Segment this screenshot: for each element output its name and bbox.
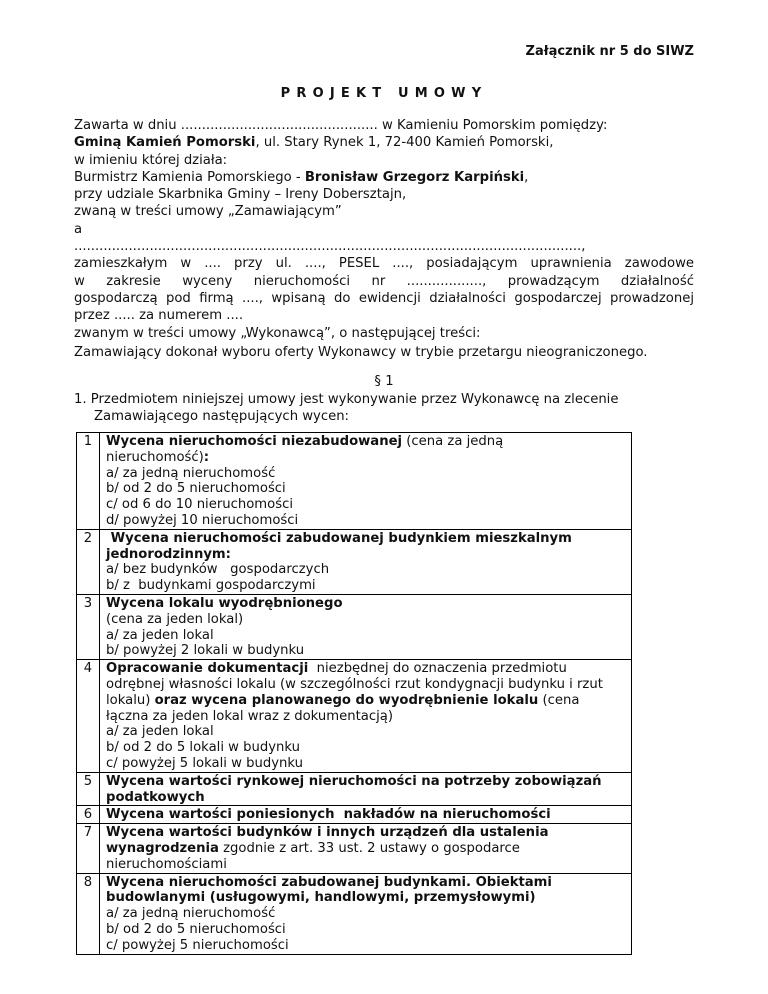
bold-text: oraz wycena planowanego do wyodrębnienie lokalu: [154, 692, 539, 708]
description-line: [106, 875, 631, 891]
text-span: , ul. Stary Rynek 1, 72-400 Kamień Pomorski,: [255, 135, 554, 151]
text-span: b/ z budynkami gospodarczymi: [106, 578, 316, 594]
description-line: [106, 825, 631, 841]
row-description: [100, 433, 632, 530]
table-row: [77, 824, 632, 873]
description-line: [106, 906, 631, 922]
table-row: [77, 660, 632, 773]
text-span: odrębnej własności lokalu (w szczególności rzut kondygnacji budynku i rzut: [106, 676, 603, 692]
description-line: [106, 562, 631, 578]
bold-text: jednorodzinnym:: [106, 546, 231, 562]
row-number: 2: [77, 529, 100, 594]
row-description: [100, 772, 632, 806]
description-line: [106, 857, 631, 873]
text-span: a/ za jedną nieruchomość: [106, 465, 276, 481]
description-line: [106, 596, 631, 612]
row-description: [100, 873, 632, 954]
text-span: d/ powyżej 10 nieruchomości: [106, 512, 299, 528]
description-line: [106, 740, 631, 756]
description-line: [106, 693, 631, 709]
text-span: Burmistrz Kamienia Pomorskiego -: [74, 169, 305, 185]
table-row: [77, 594, 632, 659]
description-line: [106, 724, 631, 740]
section-symbol: § 1: [374, 374, 394, 389]
text-span: (cena za jeden lokal): [106, 611, 244, 627]
row-number: 4: [77, 660, 100, 773]
text-span: b/ od 2 do 5 nieruchomości: [106, 921, 286, 937]
text-span: c/ od 6 do 10 nieruchomości: [106, 497, 293, 513]
row-number: 7: [77, 824, 100, 873]
bold-text: Wycena lokalu wyodrębnionego: [106, 595, 343, 611]
bold-text: Wycena nieruchomości niezabudowanej: [106, 434, 403, 449]
description-line: [106, 434, 631, 450]
description-line: [106, 807, 631, 823]
description-line: [106, 578, 631, 594]
text-line: zamieszkałym w .... przy ul. ...., PESEL ...., posiadającym uprawnienia zawodowe: [74, 256, 694, 272]
text-span: nieruchomość): [106, 449, 204, 465]
bold-text: Wycena wartości poniesionych nakładów na nieruchomości: [106, 807, 551, 823]
description-line: [106, 677, 631, 693]
description-line: [106, 709, 631, 725]
row-description: [100, 824, 632, 873]
text-span: b/ od 2 do 5 lokali w budynku: [106, 740, 300, 756]
text-line: gospodarczą pod firmą ...., wpisaną do ewidencji działalności gospodarczej prowadzonej: [74, 290, 694, 306]
bold-text: Opracowanie dokumentacji: [106, 661, 309, 677]
item-1-line: 1. Przedmiotem niniejszej umowy jest wykonywanie przez Wykonawcę na zlecenie: [74, 392, 619, 407]
text-line: a: [74, 221, 83, 237]
text-span: (cena: [538, 692, 580, 708]
row-number: 6: [77, 806, 100, 824]
description-line: [106, 466, 631, 482]
table-body: [77, 433, 632, 955]
text-span: niezbędnej do oznaczenia przedmiotu: [308, 661, 567, 677]
text-line: [74, 134, 694, 151]
text-line: w zakresie wyceny nieruchomości nr .................., prowadzącym działalność: [74, 273, 694, 289]
description-line: [106, 481, 631, 497]
table-row: [77, 772, 632, 806]
description-line: [106, 547, 631, 563]
table-row: [77, 806, 632, 824]
item-1: [74, 391, 618, 426]
bold-text: Gminą Kamień Pomorski: [74, 135, 256, 151]
bold-text: wynagrodzenia: [106, 840, 219, 856]
text-span: b/ od 2 do 5 nieruchomości: [106, 481, 286, 497]
text-span: ,: [524, 169, 529, 185]
description-line: [106, 513, 631, 529]
description-line: [106, 774, 631, 790]
text-span: zgodnie z art. 33 ust. 2 ustawy o gospodarce: [218, 840, 520, 856]
text-span: (cena za jedną: [402, 434, 504, 449]
description-line: [106, 790, 631, 806]
description-line: [106, 531, 631, 547]
row-description: [100, 660, 632, 773]
text-span: a/ bez budynków gospodarczych: [106, 562, 330, 578]
description-line: [106, 661, 631, 677]
text-line: przez ..... za numerem ....: [74, 308, 244, 324]
bold-text: Wycena nieruchomości zabudowanej budynkami. Obiektami: [106, 874, 552, 890]
row-number: 3: [77, 594, 100, 659]
text-span: łączna za jeden lokal wraz z dokumentacją): [106, 708, 393, 724]
parties-paragraph: [74, 117, 694, 342]
description-line: [106, 643, 631, 659]
text-span: a/ za jeden lokal: [106, 724, 214, 740]
description-line: [106, 612, 631, 628]
description-line: [106, 628, 631, 644]
row-description: [100, 594, 632, 659]
description-line: [106, 922, 631, 938]
bold-text: Bronisław Grzegorz Karpiński: [304, 169, 525, 185]
text-line: .........................................................................................................................,: [74, 239, 586, 255]
description-line: [106, 938, 631, 954]
text-line: zwanym w treści umowy „Wykonawcą”, o następującej treści:: [74, 325, 481, 341]
row-number: 8: [77, 873, 100, 954]
text-line: zwaną w treści umowy „Zamawiającym”: [74, 204, 342, 220]
text-span: lokalu): [106, 692, 155, 708]
bold-text: Wycena nieruchomości zabudowanej budynkiem mieszkalnym: [106, 530, 572, 546]
bold-text: budowlanymi (usługowymi, handlowymi, przemysłowymi): [106, 890, 536, 906]
text-span: c/ powyżej 5 nieruchomości: [106, 937, 289, 953]
annex-label: Załącznik nr 5 do SIWZ: [525, 44, 694, 59]
table-row: [77, 873, 632, 954]
row-number: 1: [77, 433, 100, 530]
description-line: [106, 756, 631, 772]
row-number: 5: [77, 772, 100, 806]
bold-text: :: [203, 449, 210, 465]
text-span: nieruchomościami: [106, 856, 227, 872]
table-row: [77, 433, 632, 530]
description-line: [106, 841, 631, 857]
text-line: Zawarta w dniu ............................................... w Kamieniu Pomorskim pomiędzy:: [74, 118, 608, 133]
description-line: [106, 450, 631, 466]
description-line: [106, 497, 631, 513]
row-description: [100, 529, 632, 594]
text-span: b/ powyżej 2 lokali w budynku: [106, 643, 305, 659]
text-span: c/ powyżej 5 lokali w budynku: [106, 755, 303, 771]
decision-text: Zamawiający dokonał wyboru oferty Wykonawcy w trybie przetargu nieograniczonego.: [74, 345, 648, 360]
description-line: [106, 890, 631, 906]
text-line: przy udziale Skarbnika Gminy – Ireny Dobersztajn,: [74, 187, 407, 203]
item-1-line: Zamawiającego następujących wycen:: [94, 409, 349, 425]
row-description: [100, 806, 632, 824]
bold-text: podatkowych: [106, 789, 205, 805]
bold-text: Wycena wartości budynków i innych urządzeń dla ustalenia: [106, 825, 549, 841]
text-line: [74, 169, 694, 186]
text-span: a/ za jeden lokal: [106, 627, 214, 643]
bold-text: Wycena wartości rynkowej nieruchomości na potrzeby zobowiązań: [106, 773, 602, 789]
valuation-table: [76, 432, 632, 955]
document-title: PROJEKT UMOWY: [280, 86, 488, 101]
text-line: w imieniu której działa:: [74, 152, 228, 168]
table-row: [77, 529, 632, 594]
text-span: a/ za jedną nieruchomość: [106, 906, 276, 922]
